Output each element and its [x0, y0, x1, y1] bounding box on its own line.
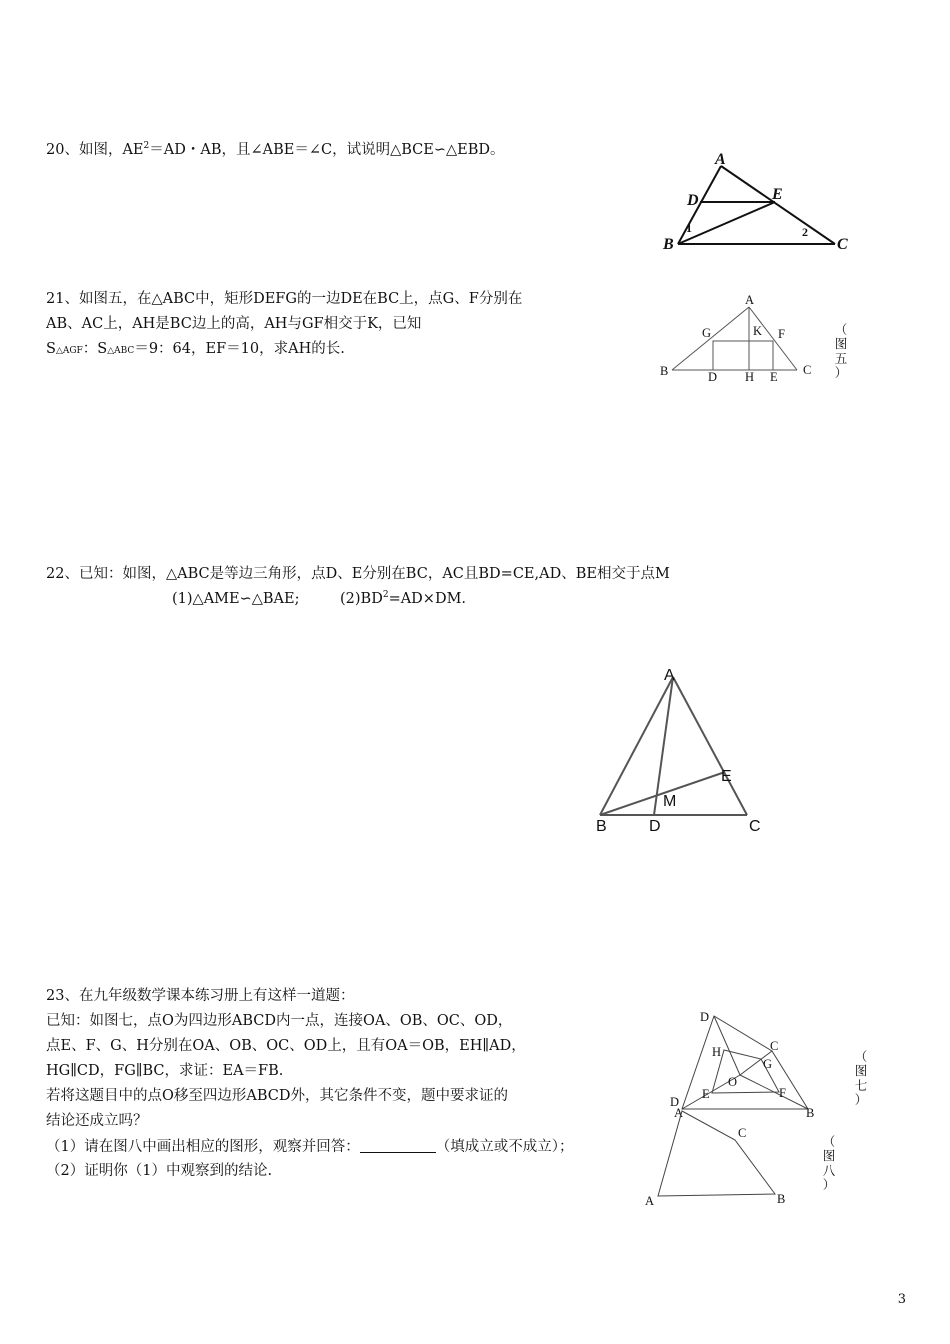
q22-label-m: M: [663, 793, 677, 810]
q21-label-g: G: [702, 326, 712, 340]
q22-label-d: D: [649, 818, 661, 835]
q21-sub-abc: △ABC: [107, 346, 135, 356]
q23-line-3: 点E、F、G、H分别在OA、OB、OC、OD上，且有OA＝OB，EH∥AD，: [46, 1038, 526, 1054]
fig7-label-h: H: [712, 1045, 722, 1059]
q22-line-1: 22、已知：如图，△ABC是等边三角形，点D、E分别在BC，AC且BD=CE,AD、BE相交于点M: [46, 566, 670, 582]
q21-caption-char: ）: [834, 365, 848, 381]
fig7-label-b: B: [806, 1106, 815, 1120]
q22-side-ac: [673, 677, 747, 815]
q23-figure8-caption: [822, 1135, 836, 1193]
q23-answer-blank[interactable]: [360, 1138, 436, 1153]
q21-caption-char: （: [834, 322, 848, 337]
caption7-char: 七: [854, 1077, 868, 1093]
q22-label-b: B: [596, 818, 607, 835]
q20-text: [46, 142, 505, 159]
q21-rectangle-defg: [713, 341, 773, 370]
caption7-char: 图: [854, 1063, 868, 1079]
q21-label-c: C: [803, 363, 812, 377]
q21-line-2: AB、AC上，AH是BC边上的高，AH与GF相交于K，已知: [46, 316, 422, 332]
q23-figure-8: [640, 1100, 820, 1210]
q21-line-3: [46, 341, 345, 358]
q21-figure: [655, 290, 855, 390]
q21-label-f: F: [778, 327, 785, 341]
q23-line-1: 23、在九年级数学课本练习册上有这样一道题：: [46, 988, 355, 1004]
q22-part2-sup: 2: [382, 590, 389, 601]
q21-label-d: D: [708, 370, 718, 384]
fig7-label-o: O: [728, 1075, 738, 1089]
q23-line-2: 已知：如图七，点O为四边形ABCD内一点，连接OA、OB、OC、OD，: [46, 1013, 513, 1029]
q22-label-e: E: [721, 768, 732, 785]
q21-label-h: H: [745, 370, 755, 384]
caption8-char: 八: [822, 1162, 836, 1178]
q20-angle-2: 2: [802, 225, 808, 239]
fig7-label-d2: D: [670, 1095, 680, 1109]
fig8-label-b: B: [777, 1192, 786, 1206]
q21-label-e: E: [770, 370, 778, 384]
q21-s1: S: [46, 341, 56, 357]
caption8-char: 图: [822, 1148, 836, 1164]
fig7-label-g: G: [763, 1057, 773, 1071]
q20-angle-1: 1: [686, 221, 692, 235]
q20-label-b: B: [663, 236, 674, 253]
fig8-quadrilateral-abcd: [658, 1111, 775, 1196]
q20-superscript: 2: [143, 141, 150, 152]
q21-mid: ：S: [82, 341, 108, 357]
q20-number: 20: [46, 142, 65, 158]
q21-label-k: K: [753, 324, 763, 338]
caption8-char: （: [822, 1134, 836, 1149]
page-number: 3: [897, 1292, 906, 1307]
q20-figure: [655, 148, 865, 258]
q20-side-ab: [678, 166, 721, 244]
q22-part-1: (1)△AME∽△BAE;: [172, 591, 300, 607]
q21-figure-caption: [834, 323, 848, 381]
fig8-label-c: C: [738, 1126, 747, 1140]
q21-label-b: B: [660, 364, 669, 378]
q21-caption-char: 图: [834, 336, 848, 352]
fig7-label-e: E: [702, 1087, 710, 1101]
q20-text-b: ＝AD・AB，且∠ABE＝∠C，试说明△BCE∽△EBD。: [149, 142, 505, 158]
q21-line-1: 21、如图五，在△ABC中，矩形DEFG的一边DE在BC上，点G、F分别在: [46, 291, 523, 307]
fig7-label-c: C: [770, 1039, 779, 1053]
q23-line-5: 若将这题目中的点O移至四边形ABCD外，其它条件不变，题中要求证的: [46, 1088, 509, 1104]
q22-part2-a: (2)BD: [340, 591, 383, 607]
fig7-quadrilateral-abcd: [682, 1016, 808, 1109]
q22-label-a: A: [664, 667, 675, 684]
q21-caption-char: 五: [834, 350, 848, 366]
q22-figure: [590, 650, 790, 840]
q23-part1-a: （1）请在图八中画出相应的图形，观察并回答：: [46, 1139, 360, 1155]
q23-figure7-caption: [854, 1050, 868, 1108]
q22-part-2: [340, 591, 466, 608]
q22-label-c: C: [749, 818, 761, 835]
q20-label-e: E: [772, 186, 783, 203]
q22-part2-b: =AD×DM.: [388, 591, 467, 607]
q21-sub-agf: △AGF: [55, 346, 83, 356]
q23-part-2: （2）证明你（1）中观察到的结论.: [46, 1163, 273, 1179]
q23-line-4: HG∥CD，FG∥BC，求证：EA＝FB.: [46, 1063, 284, 1079]
q23-part-1: [46, 1138, 573, 1156]
fig7-label-d: D: [700, 1010, 710, 1024]
q20-label-a: A: [715, 151, 726, 168]
q20-label-c: C: [837, 236, 848, 253]
q23-part1-b: （填成立或不成立）；: [435, 1139, 574, 1155]
q21-label-a: A: [745, 293, 755, 307]
q20-side-ac: [721, 166, 835, 244]
caption8-char: ）: [822, 1177, 836, 1193]
q21-end: ＝9：64，EF＝10，求AH的长.: [134, 341, 345, 357]
q20-text-a: 、如图，AE: [64, 142, 144, 158]
q23-line-6: 结论还成立吗？: [46, 1113, 148, 1129]
fig7-label-a: A: [674, 1106, 684, 1120]
q20-label-d: D: [687, 192, 699, 209]
caption7-char: （: [854, 1049, 868, 1064]
fig8-label-a: A: [645, 1194, 655, 1208]
fig7-label-f: F: [779, 1086, 786, 1100]
caption7-char: ）: [854, 1092, 868, 1108]
